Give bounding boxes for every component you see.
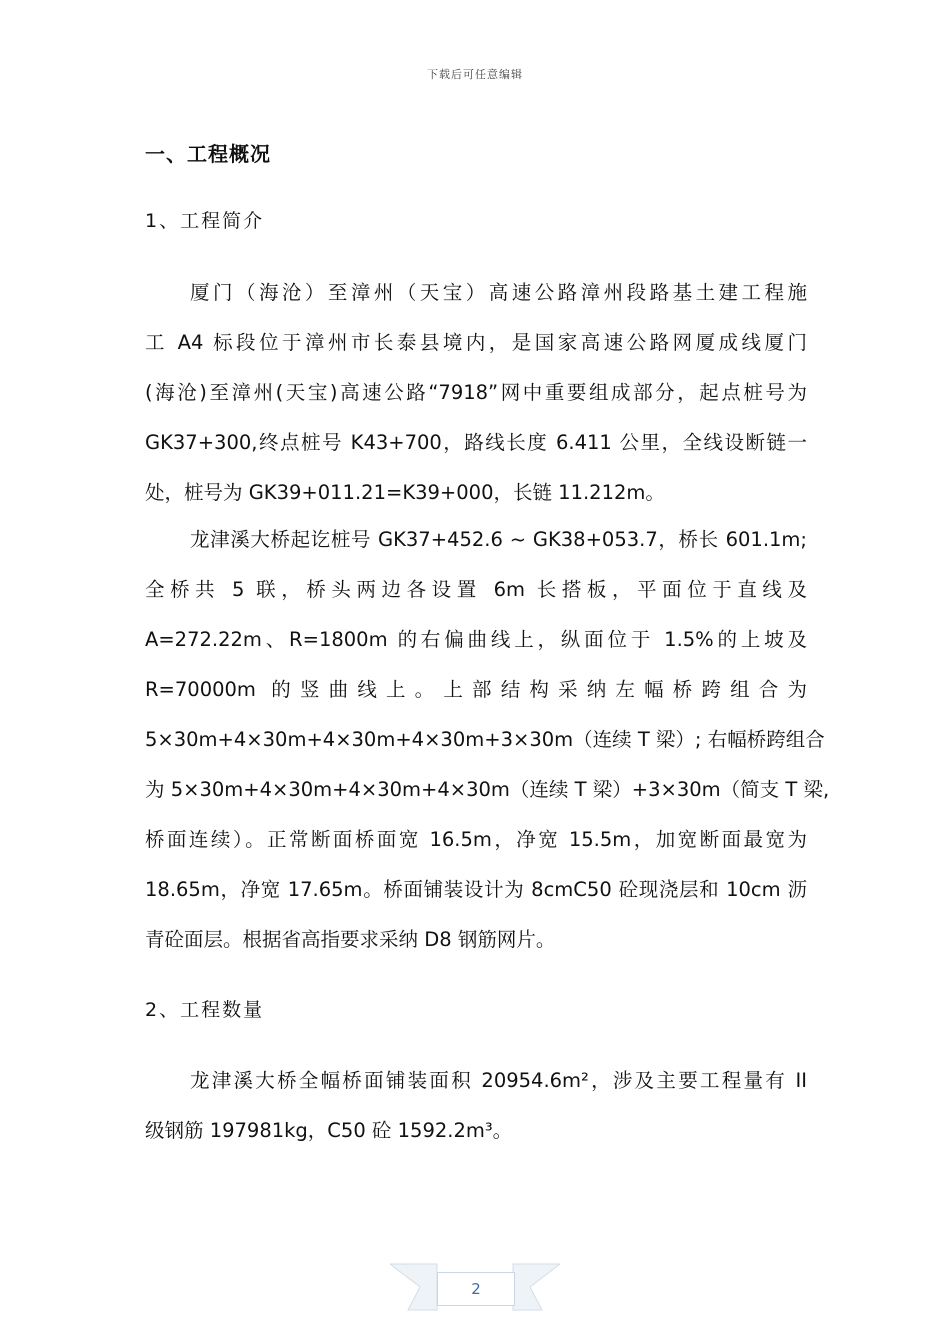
text-line: 为 5×30m+4×30m+4×30m+4×30m（连续 T 梁）+3×30m（简支 T 梁, [145, 778, 830, 801]
page-header-note: 下载后可任意编辑 [427, 68, 523, 81]
text-line: 桥面连续）。正常断面桥面宽 16.5m，净宽 15.5m，加宽断面最宽为 [145, 828, 807, 851]
text-line: 处，桩号为 GK39+011.21=K39+000，长链 11.212m。 [145, 481, 665, 504]
text-line: R=70000m 的竖曲线上。上部结构采纳左幅桥跨组合为 [145, 678, 807, 701]
text-line: 厦门（海沧）至漳州（天宝）高速公路漳州段路基土建工程施 [190, 281, 807, 304]
section-title: 一、工程概况 [145, 142, 271, 166]
text-line: 青砼面层。根据省高指要求采纳 D8 钢筋网片。 [145, 928, 556, 951]
text-line: 龙津溪大桥全幅桥面铺装面积 20954.6m²，涉及主要工程量有 II [190, 1069, 807, 1092]
text-line: 全桥共 5 联，桥头两边各设置 6m 长搭板，平面位于直线及 [145, 578, 807, 601]
text-line: 18.65m，净宽 17.65m。桥面铺装设计为 8cmC50 砼现浇层和 10cm 沥 [145, 878, 807, 901]
paragraph-bridge-description [145, 515, 830, 965]
paragraph-quantities [145, 1056, 807, 1156]
text-line: GK37+300,终点桩号 K43+700，路线长度 6.411 公里，全线设断链一 [145, 431, 807, 454]
subheading-quantities: 2、工程数量 [145, 999, 265, 1021]
text-line: 龙津溪大桥起讫桩号 GK37+452.6 ~ GK38+053.7，桥长 601.1m; [190, 528, 807, 551]
text-line: A=272.22m、R=1800m 的右偏曲线上，纵面位于 1.5%的上坡及 [145, 628, 807, 651]
page-number: 2 [437, 1272, 515, 1306]
text-line: 级钢筋 197981kg，C50 砼 1592.2m³。 [145, 1119, 513, 1142]
text-line: 工 A4 标段位于漳州市长泰县境内，是国家高速公路网厦成线厦门 [145, 331, 807, 354]
text-line: (海沧)至漳州(天宝)高速公路“7918”网中重要组成部分，起点桩号为 [145, 381, 807, 404]
text-line: 5×30m+4×30m+4×30m+4×30m+3×30m（连续 T 梁）; 右幅桥跨组合 [145, 728, 825, 751]
paragraph-project-location [145, 268, 807, 518]
subheading-project-intro: 1、工程简介 [145, 210, 265, 232]
